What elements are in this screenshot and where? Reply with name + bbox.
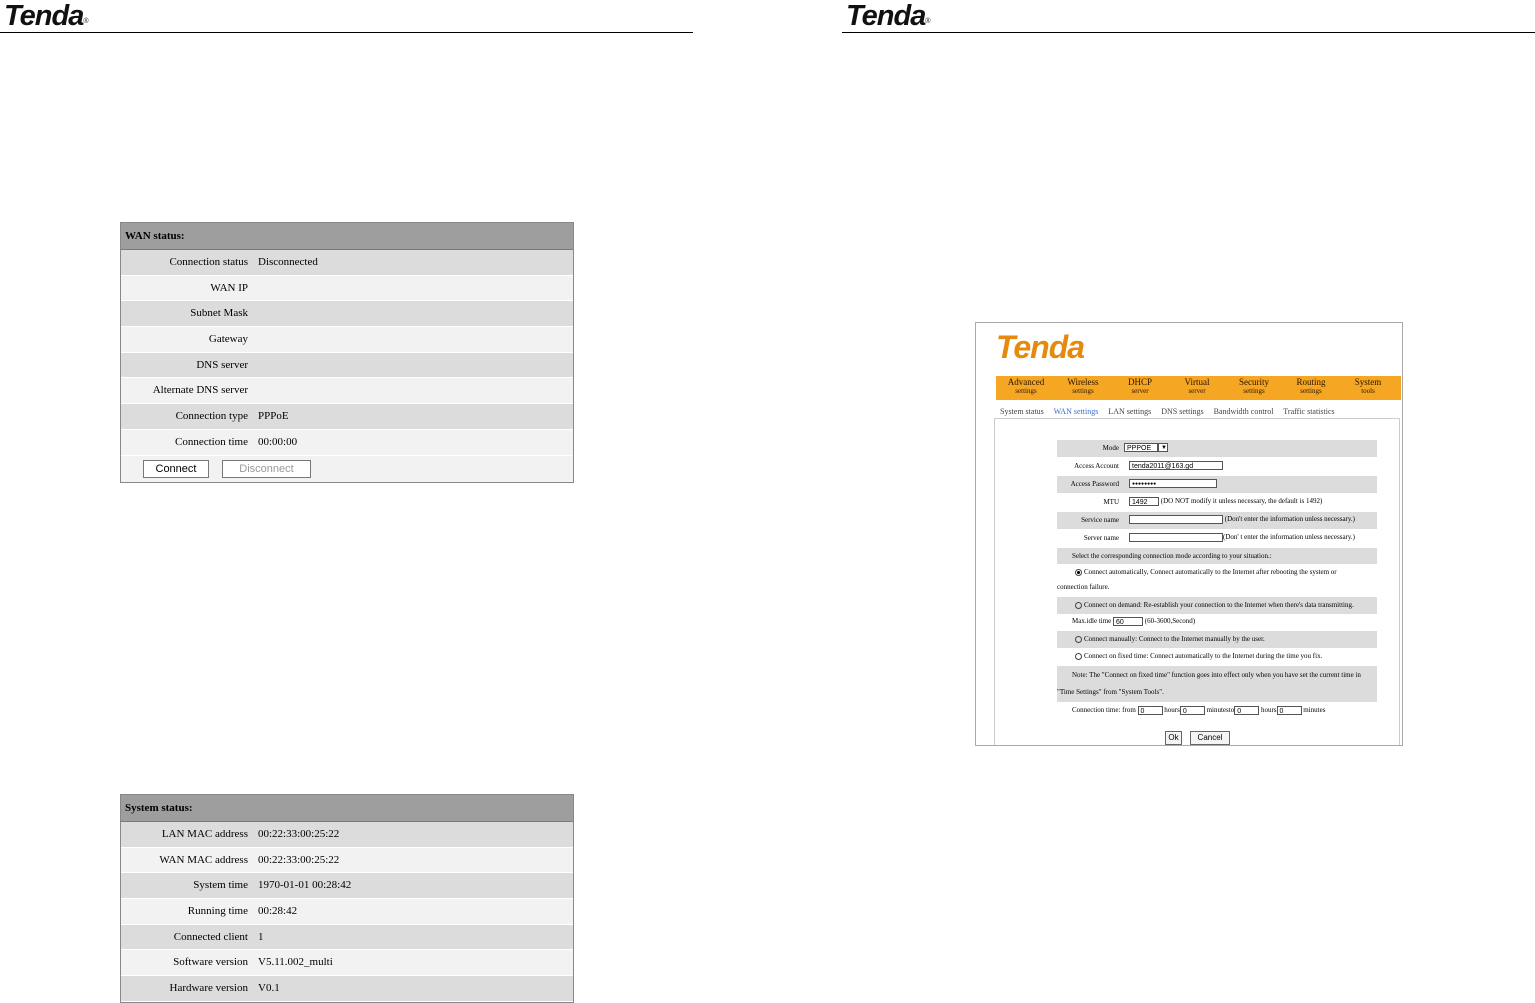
row-label: DNS server — [196, 358, 248, 371]
server-name-input[interactable] — [1129, 533, 1223, 542]
row-label: Hardware version — [169, 982, 248, 995]
fixed-time-text: Connect on fixed time: Connect automatically to the Internet during the time you fix. — [1084, 652, 1323, 660]
wan-settings-form — [994, 418, 1400, 746]
mtu-note: (DO NOT modify it unless necessary, the default is 1492) — [1160, 497, 1323, 506]
table-row — [121, 822, 573, 848]
row-value: 1 — [258, 930, 264, 943]
subnav-traffic-statistics[interactable]: Traffic statistics — [1283, 407, 1335, 416]
select-mode-text: Select the corresponding connection mode according to your situation.: — [1072, 552, 1272, 560]
server-name-wrap — [1129, 533, 1355, 542]
nav-label: Routing — [1296, 377, 1326, 387]
demand-radio[interactable] — [1075, 602, 1082, 609]
service-name-label: Service name — [1081, 516, 1119, 524]
idle-time-label: Max.idle time — [1072, 617, 1112, 626]
row-label: Connection status — [169, 256, 248, 268]
auto-connect-row — [1057, 565, 1377, 597]
wan-status-title: WAN status: — [121, 223, 573, 250]
table-row — [121, 899, 573, 925]
nav-sublabel: settings — [1300, 387, 1322, 395]
note-line1: Note: The "Connect on fixed time" function goes into effect only when you have set the current time in — [1072, 671, 1361, 679]
server-name-note: (Don' t enter the information unless necessary.) — [1223, 533, 1356, 542]
subnav-system-status[interactable]: System status — [1000, 407, 1044, 416]
minutesto-label: minutesto — [1206, 706, 1235, 715]
account-label: Access Account — [1074, 462, 1119, 470]
server-name-label: Server name — [1083, 534, 1119, 542]
nav-sublabel: tools — [1361, 387, 1375, 395]
table-row — [121, 950, 573, 976]
nav-security-settings[interactable] — [1226, 377, 1282, 396]
row-value: 00:28:42 — [258, 905, 298, 918]
header-rule-left — [0, 32, 693, 33]
router-wan-settings-screenshot — [975, 322, 1403, 746]
connection-time-label: Connection time: from — [1072, 706, 1136, 715]
nav-sublabel: settings — [1015, 387, 1037, 395]
nav-routing-settings[interactable] — [1283, 377, 1339, 396]
account-input[interactable]: tenda2011@163.gd — [1129, 461, 1223, 470]
subnav-dns-settings[interactable]: DNS settings — [1161, 407, 1204, 416]
idle-time-note: (60-3600,Second) — [1144, 617, 1196, 626]
row-label: WAN IP — [210, 281, 248, 294]
auto-connect-radio[interactable] — [1075, 569, 1082, 576]
router-sub-nav — [1000, 407, 1343, 416]
hours-label: hours — [1260, 706, 1277, 715]
manual-radio[interactable] — [1075, 636, 1082, 643]
table-row — [121, 353, 573, 379]
row-value: V0.1 — [258, 982, 280, 995]
to-minutes-input[interactable]: 0 — [1277, 706, 1302, 715]
connection-time-row — [1057, 703, 1377, 720]
row-label: Alternate DNS server — [152, 384, 248, 397]
password-row — [1057, 476, 1377, 493]
fixed-time-row — [1057, 649, 1377, 666]
auto-connect-text: Connect automatically, Connect automatically to the Internet after rebooting the system or — [1084, 568, 1337, 576]
subnav-lan-settings[interactable]: LAN settings — [1108, 407, 1152, 416]
disconnect-button[interactable]: Disconnect — [222, 460, 311, 478]
nav-sublabel: server — [1131, 387, 1149, 395]
wan-status-panel — [120, 222, 574, 483]
row-value: 00:22:33:00:25:22 — [258, 853, 340, 866]
auto-connect-line1 — [1075, 568, 1337, 576]
row-label: LAN MAC address — [161, 828, 248, 840]
wan-button-row — [121, 456, 573, 482]
nav-label: Wireless — [1067, 377, 1099, 387]
table-row — [121, 430, 573, 456]
router-tenda-logo: Tenda — [996, 329, 1085, 365]
table-row — [121, 301, 573, 327]
row-value: V5.11.002_multi — [258, 956, 333, 969]
mode-value-wrap — [1124, 443, 1168, 452]
table-row — [121, 925, 573, 951]
router-main-nav — [996, 376, 1401, 400]
auto-connect-line2: connection failure. — [1057, 583, 1110, 591]
mode-select[interactable]: PPPOE — [1124, 443, 1158, 452]
manual-text: Connect manually: Connect to the Internet manually by the user. — [1084, 635, 1265, 643]
password-input[interactable]: ●●●●●●●● — [1129, 479, 1217, 488]
nav-label: System — [1354, 377, 1382, 387]
system-status-title: System status: — [121, 795, 573, 822]
mode-row — [1057, 440, 1377, 457]
row-label: WAN MAC address — [159, 853, 248, 866]
wan-status-rows — [121, 250, 573, 456]
idle-time-input[interactable]: 60 — [1113, 617, 1143, 626]
system-status-panel — [120, 794, 574, 1003]
table-row — [121, 404, 573, 430]
tenda-logo-left: Tenda® — [4, 0, 88, 32]
from-hours-input[interactable]: 0 — [1138, 706, 1163, 715]
connect-button[interactable]: Connect — [143, 460, 209, 478]
service-name-input[interactable] — [1129, 515, 1223, 524]
nav-system-tools[interactable] — [1340, 377, 1396, 396]
from-minutes-input[interactable]: 0 — [1180, 706, 1205, 715]
mode-label: Mode — [1102, 444, 1119, 452]
nav-advanced-settings[interactable] — [998, 377, 1054, 396]
nav-sublabel: settings — [1072, 387, 1094, 395]
password-value-wrap — [1129, 479, 1217, 488]
ok-button[interactable]: Ok — [1165, 731, 1182, 745]
row-value: PPPoE — [258, 410, 289, 423]
row-value: 1970-01-01 00:28:42 — [258, 879, 352, 892]
note-row — [1057, 666, 1377, 702]
header-rule-right — [842, 32, 1535, 33]
table-row — [121, 327, 573, 353]
password-label: Access Password — [1070, 480, 1119, 488]
cancel-button[interactable]: Cancel — [1190, 731, 1230, 745]
select-mode-row — [1057, 548, 1377, 564]
tenda-logo-right: Tenda® — [846, 0, 930, 32]
service-name-note: (Don't enter the information unless necessary.) — [1224, 515, 1356, 524]
demand-row — [1057, 597, 1377, 614]
nav-virtual-server[interactable] — [1169, 377, 1225, 396]
nav-label: Virtual — [1184, 377, 1210, 387]
table-row — [121, 250, 573, 276]
chevron-down-icon[interactable]: ▼ — [1158, 443, 1168, 452]
note-line2: "Time Settings" from "System Tools". — [1057, 688, 1164, 696]
table-row — [121, 873, 573, 899]
mtu-label: MTU — [1103, 498, 1119, 506]
demand-text: Connect on demand: Re-establish your connection to the Internet when there's data transmitting. — [1084, 601, 1354, 609]
table-row — [121, 848, 573, 874]
nav-label: Security — [1239, 377, 1269, 387]
row-label: Connection time — [174, 435, 248, 448]
row-label: Connection type — [175, 410, 248, 423]
table-row — [121, 276, 573, 302]
nav-label: DHCP — [1127, 377, 1152, 387]
to-hours-input[interactable]: 0 — [1234, 706, 1259, 715]
nav-wireless-settings[interactable] — [1055, 377, 1111, 396]
row-value: 00:22:33:00:25:22 — [258, 828, 340, 840]
hours-label: hours — [1164, 706, 1180, 715]
row-label: System time — [193, 879, 248, 892]
row-value: 00:00:00 — [258, 435, 298, 448]
nav-sublabel: server — [1188, 387, 1206, 395]
connection-time-wrap — [1072, 706, 1325, 715]
row-value: Disconnected — [258, 256, 318, 268]
idle-time-row — [1057, 614, 1377, 631]
mtu-row — [1057, 494, 1377, 511]
service-name-wrap — [1129, 515, 1355, 524]
row-label: Running time — [187, 905, 248, 918]
row-label: Gateway — [208, 333, 248, 346]
idle-time-wrap — [1072, 617, 1195, 626]
row-label: Connected client — [173, 930, 248, 943]
minutes-label: minutes — [1303, 706, 1326, 715]
manual-row — [1057, 631, 1377, 648]
nav-dhcp-server[interactable] — [1112, 377, 1168, 396]
fixed-time-wrap — [1075, 652, 1322, 660]
mtu-input[interactable]: 1492 — [1129, 497, 1159, 506]
row-label: Subnet Mask — [190, 307, 248, 320]
table-row — [121, 378, 573, 404]
fixed-time-radio[interactable] — [1075, 653, 1082, 660]
mtu-value-wrap — [1129, 497, 1322, 506]
subnav-wan-settings[interactable]: WAN settings — [1053, 407, 1099, 416]
row-label: Software version — [173, 956, 248, 969]
service-name-row — [1057, 512, 1377, 529]
subnav-bandwidth-control[interactable]: Bandwidth control — [1213, 407, 1274, 416]
manual-wrap — [1075, 635, 1265, 643]
demand-wrap — [1075, 601, 1354, 609]
table-row — [121, 976, 573, 1002]
server-name-row — [1057, 530, 1377, 547]
account-row — [1057, 458, 1377, 475]
nav-sublabel: settings — [1243, 387, 1265, 395]
system-status-rows — [121, 822, 573, 1002]
account-value-wrap — [1129, 461, 1223, 470]
nav-label: Advanced — [1007, 377, 1045, 387]
